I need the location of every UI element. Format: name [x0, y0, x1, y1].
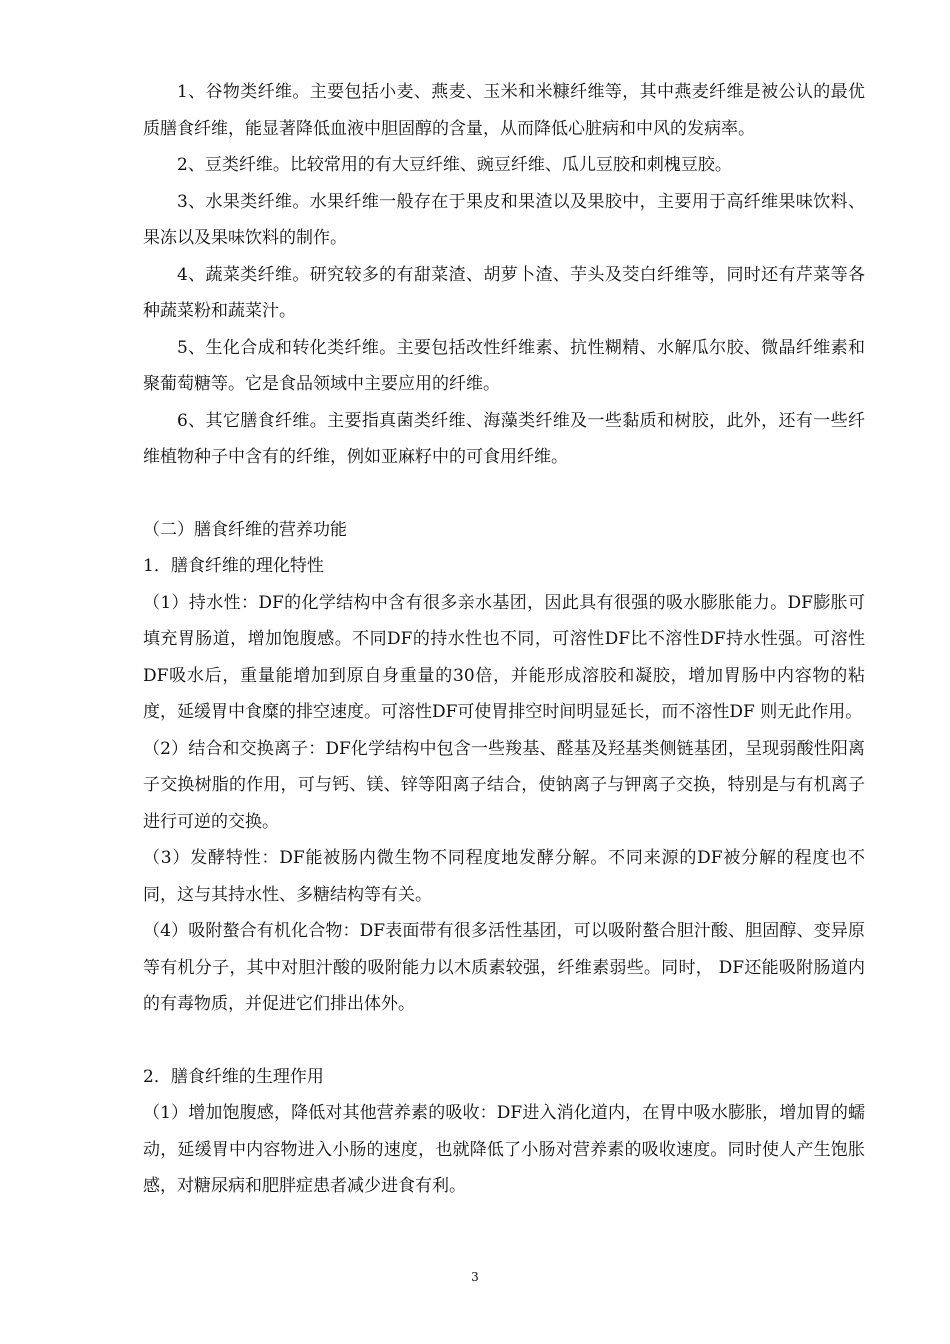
property-paragraph: （1）持水性：DF的化学结构中含有很多亲水基团，因此具有很强的吸水膨胀能力。DF膨胀可填充胃肠道，增加饱腹感。不同DF的持水性也不同，可溶性DF比不溶性DF持水性强。可溶性DF吸水后，重量能增加到原自身重量的30倍，并能形成溶胶和凝胶，增加胃肠中内容物的粘度，延缓胃中食糜的排空速度。可溶性DF可使胃排空时间明显延长，而不溶性DF 则无此作用。	[143, 592, 865, 722]
spacer	[143, 476, 865, 512]
property-paragraph: （2）结合和交换离子：DF化学结构中包含一些羧基、醛基及羟基类侧链基团，呈现弱酸性阳离子交换树脂的作用，可与钙、镁、锌等阳离子结合，使钠离子与钾离子交换，特别是与有机离子进行可逆的交换。	[143, 738, 865, 832]
fiber-type-paragraph: 3、水果类纤维。水果纤维一般存在于果皮和果渣以及果胶中，主要用于高纤维果味饮料、果冻以及果味饮料的制作。	[143, 191, 865, 248]
subsection-heading: 1．膳食纤维的理化特性	[143, 556, 324, 576]
spacer	[143, 1023, 865, 1059]
property-paragraph: （3）发酵特性：DF能被肠内微生物不同程度地发酵分解。不同来源的DF被分解的程度也不同，这与其持水性、多糖结构等有关。	[143, 848, 865, 905]
fiber-type-paragraph: 5、生化合成和转化类纤维。主要包括改性纤维素、抗性糊精、水解瓜尔胶、微晶纤维素和聚葡萄糖等。它是食品领域中主要应用的纤维。	[143, 337, 865, 394]
section-heading: （二）膳食纤维的营养功能	[143, 519, 347, 540]
fiber-type-paragraph: 2、豆类纤维。比较常用的有大豆纤维、豌豆纤维、瓜儿豆胶和刺槐豆胶。	[177, 155, 732, 175]
fiber-type-paragraph: 1、谷物类纤维。主要包括小麦、燕麦、玉米和米糠纤维等，其中燕麦纤维是被公认的最优质膳食纤维，能显著降低血液中胆固醇的含量，从而降低心脏病和中风的发病率。	[143, 82, 865, 139]
page-number: 3	[471, 1270, 479, 1284]
fiber-type-paragraph: 6、其它膳食纤维。主要指真菌类纤维、海藻类纤维及一些黏质和树胶，此外，还有一些纤维植物种子中含有的纤维，例如亚麻籽中的可食用纤维。	[143, 410, 865, 467]
property-paragraph: （4）吸附螯合有机化合物：DF表面带有很多活性基团，可以吸附螯合胆汁酸、胆固醇、变异原等有机分子，其中对胆汁酸的吸附能力以木质素较强，纤维素弱些。同时， DF还能吸附肠道内的有毒物质，并促进它们排出体外。	[143, 921, 865, 1014]
fiber-type-paragraph: 4、蔬菜类纤维。研究较多的有甜菜渣、胡萝卜渣、芋头及茭白纤维等，同时还有芹菜等各种蔬菜粉和蔬菜汁。	[143, 264, 865, 321]
physiology-paragraph: （1）增加饱腹感，降低对其他营养素的吸收：DF进入消化道内，在胃中吸水膨胀，增加胃的蠕动，延缓胃中内容物进入小肠的速度，也就降低了小肠对营养素的吸收速度。同时使人产生饱胀感，对糖尿病和肥胖症患者减少进食有利。	[143, 1103, 865, 1196]
document-body	[143, 74, 865, 1205]
subsection-heading: 2．膳食纤维的生理作用	[143, 1066, 324, 1087]
